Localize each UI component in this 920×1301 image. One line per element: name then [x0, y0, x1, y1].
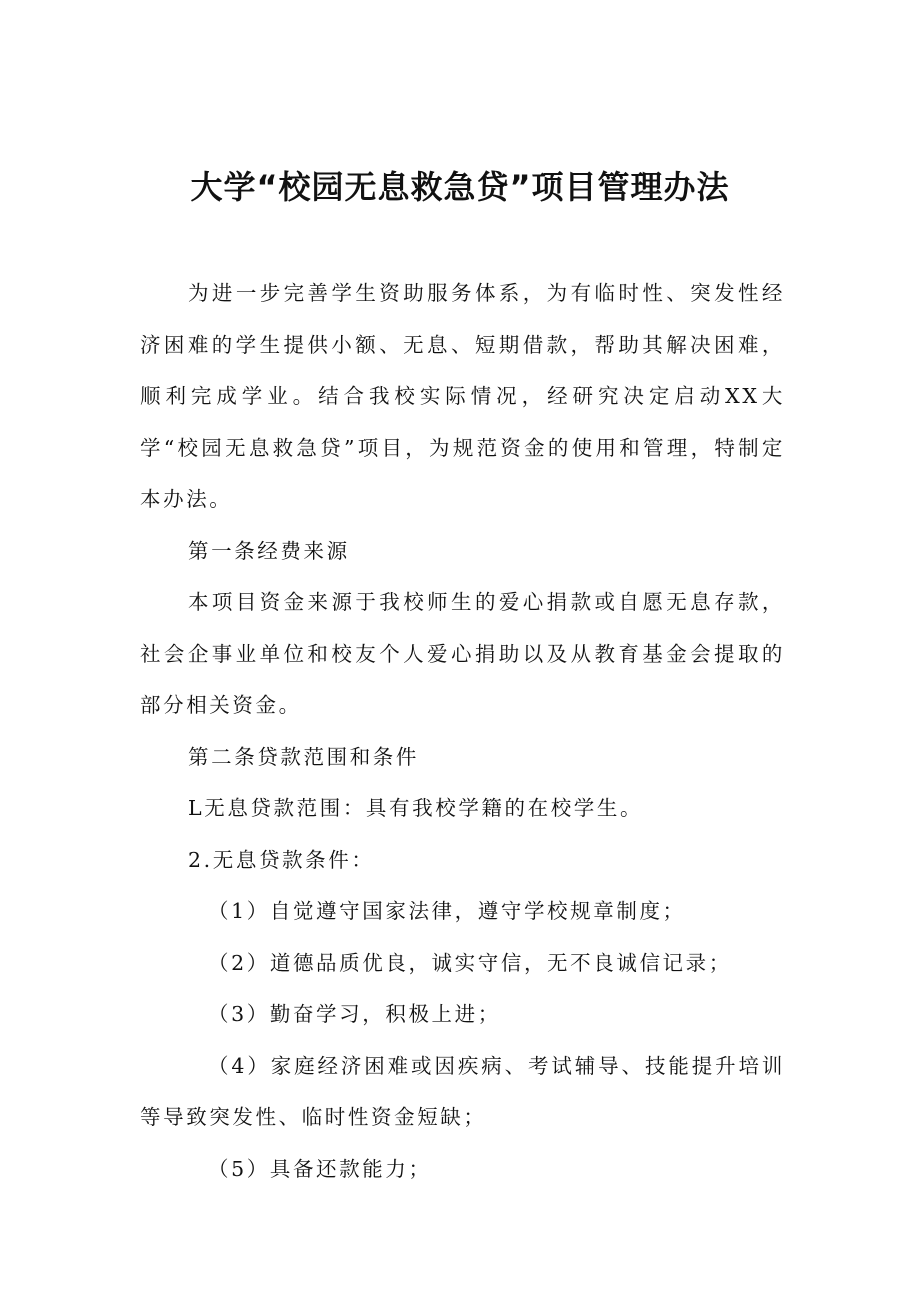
condition-item-1: （1）自觉遵守国家法律，遵守学校规章制度； — [208, 899, 686, 923]
document-body — [140, 268, 785, 1195]
condition-item-3: （3）勤奋学习，积极上进； — [208, 1002, 501, 1026]
condition-item-2: （2）道德品质优良，诚实守信，无不良诚信记录； — [208, 950, 732, 975]
loan-scope: L无息贷款范围：具有我校学籍的在校学生。 — [188, 796, 644, 820]
document-title: 大学“校园无息救急贷”项目管理办法 — [190, 168, 730, 206]
intro-paragraph: 为进一步完善学生资助服务体系，为有临时性、突发性经济困难的学生提供小额、无息、短期借款，帮助其解决困难，顺利完成学业。结合我校实际情况，经研究决定启动XX大学“校园无息救急贷”项目，为规范资金的使用和管理，特制定本办法。 — [140, 281, 785, 511]
article-1-heading: 第一条经费来源 — [188, 538, 350, 563]
condition-item-4: （4）家庭经济困难或因疾病、考试辅导、技能提升培训等导致突发性、临时性资金短缺； — [140, 1053, 785, 1129]
article-2-heading: 第二条贷款范围和条件 — [188, 744, 419, 769]
condition-item-5: （5）具备还款能力； — [208, 1156, 432, 1181]
loan-conditions-heading: 2.无息贷款条件： — [188, 847, 375, 872]
article-1-paragraph: 本项目资金来源于我校师生的爱心捐款或自愿无息存款，社会企事业单位和校友个人爱心捐助以及从教育基金会提取的部分相关资金。 — [140, 590, 785, 717]
